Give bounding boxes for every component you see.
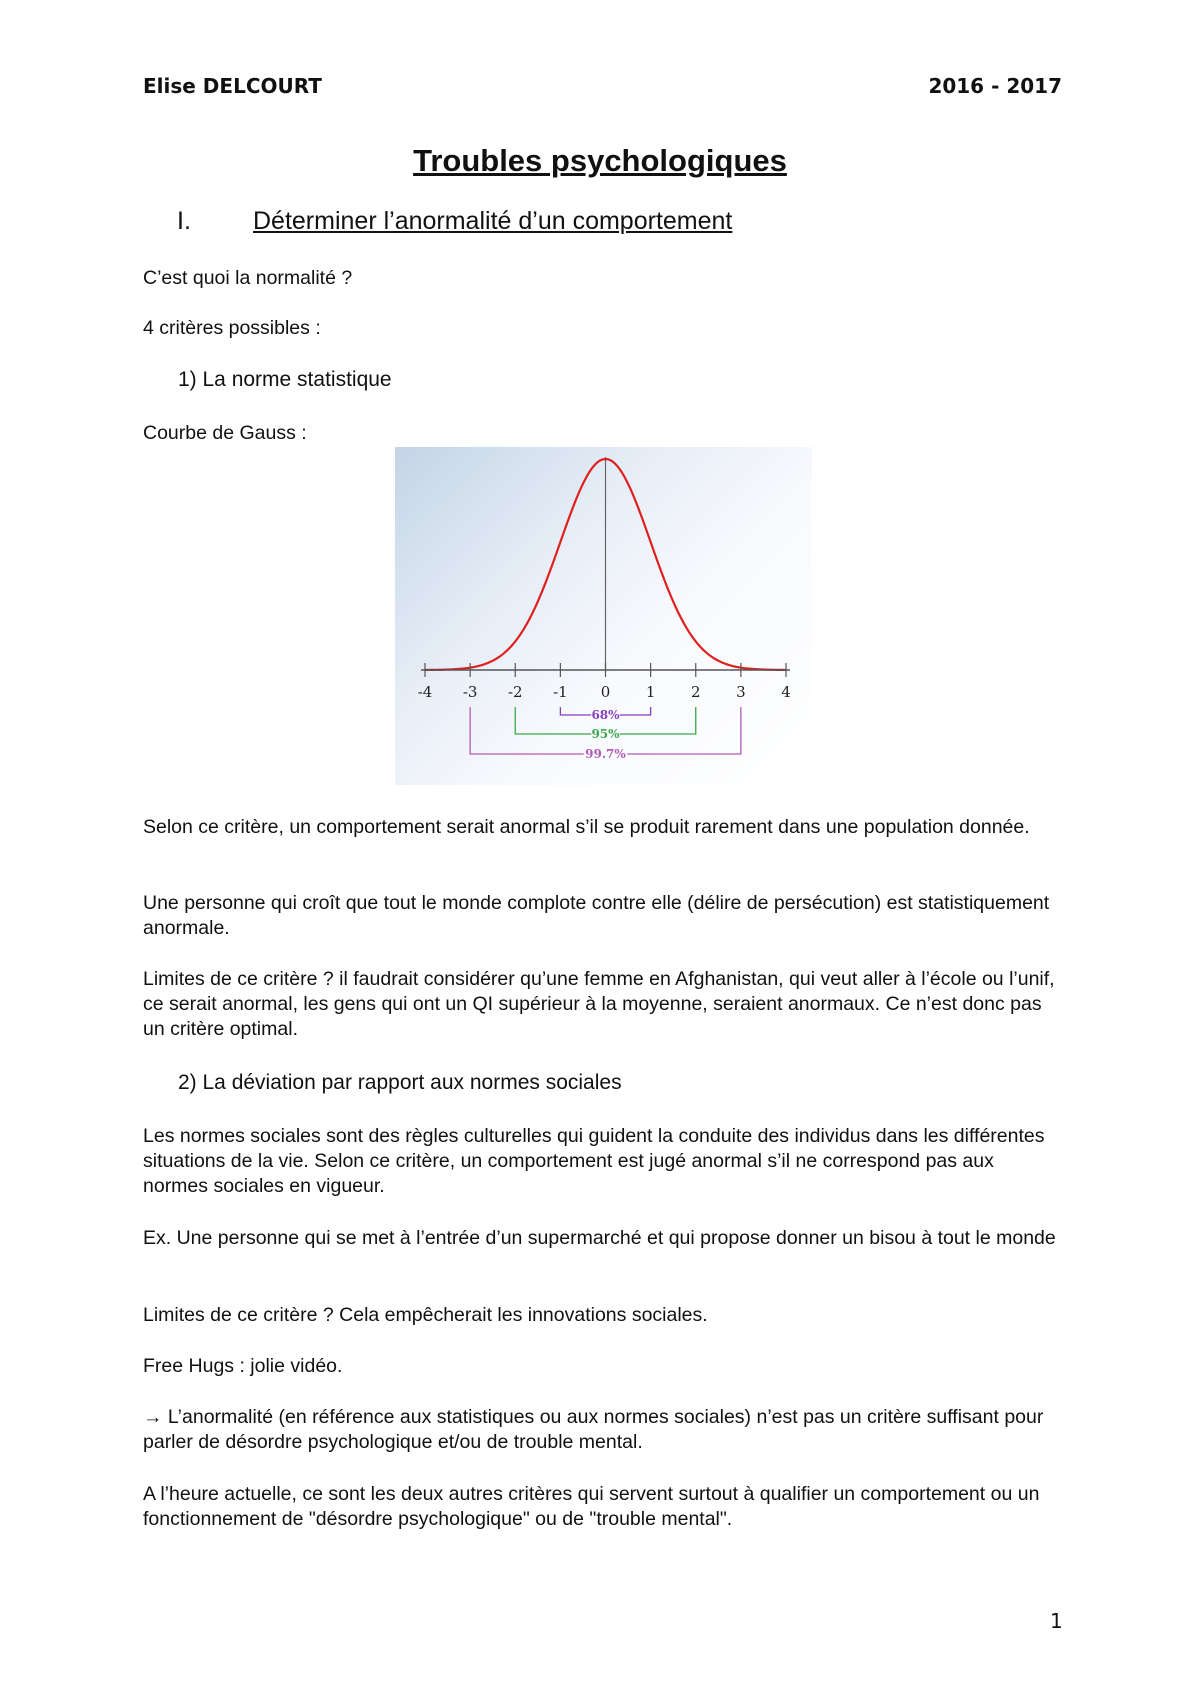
intro-criteria: 4 critères possibles : <box>143 317 321 339</box>
gauss-curve-figure <box>395 447 812 785</box>
sub2-paragraph-2: Ex. Une personne qui se met à l’entrée d’un supermarché et qui propose donner un bisou à tout le monde <box>143 1227 1056 1249</box>
section-title: Déterminer l’anormalité d’un comportement <box>253 207 733 235</box>
sub2-paragraph-6: A l’heure actuelle, ce sont les deux autres critères qui servent surtout à qualifier un comportement ou un fonctionnement de "désordre psychologique" ou de "trouble mental". <box>143 1483 1040 1530</box>
subheading-normes-sociales: 2) La déviation par rapport aux normes sociales <box>178 1071 622 1094</box>
section-heading <box>177 207 732 236</box>
interval-label: 99.7% <box>585 747 626 761</box>
intro-question: C’est quoi la normalité ? <box>143 267 353 289</box>
sub2-paragraph-3: Limites de ce critère ? Cela empêcherait les innovations sociales. <box>143 1304 708 1326</box>
section-number: I. <box>177 207 191 235</box>
x-tick-label: -2 <box>507 683 523 701</box>
gauss-chart <box>395 447 812 785</box>
x-tick-label: -1 <box>553 683 568 701</box>
interval-label: 68% <box>591 708 620 722</box>
header-author: Elise DELCOURT <box>143 74 322 98</box>
gauss-label: Courbe de Gauss : <box>143 422 307 444</box>
x-tick-label: 0 <box>600 683 611 701</box>
page-number: 1 <box>1050 1609 1063 1633</box>
interval-label: 95% <box>591 727 620 741</box>
x-tick-label: 1 <box>645 683 656 701</box>
subheading-norme-statistique: 1) La norme statistique <box>178 368 392 391</box>
sub2-paragraph-1: Les normes sociales sont des règles culturelles qui guident la conduite des individus dans les différentes situations de la vie. Selon ce critère, un comportement est jugé anormal s’il ne correspond pas aux normes sociales en vigueur. <box>143 1125 1045 1197</box>
x-tick-label: 2 <box>690 683 701 701</box>
sub1-paragraph-3: Limites de ce critère ? il faudrait considérer qu’une femme en Afghanistan, qui veut aller à l’école ou l’unif, ce serait anormal, les gens qui ont un QI supérieur à la moyenne, seraient anormaux. Ce n’est donc pas un critère optimal. <box>143 968 1055 1040</box>
document-title: Troubles psychologiques <box>413 143 787 178</box>
x-tick-label: 3 <box>736 683 746 701</box>
sub2-paragraph-4: Free Hugs : jolie vidéo. <box>143 1355 343 1377</box>
sub1-paragraph-2: Une personne qui croît que tout le monde complote contre elle (délire de persécution) est statistiquement anormale. <box>143 892 1050 939</box>
sub1-paragraph-1: Selon ce critère, un comportement serait anormal s’il se produit rarement dans une population donnée. <box>143 816 1030 838</box>
x-tick-label: 4 <box>781 683 791 701</box>
x-tick-label: -4 <box>417 683 433 701</box>
x-tick-label: -3 <box>462 683 478 701</box>
sub2-paragraph-5: → L’anormalité (en référence aux statistiques ou aux normes sociales) n’est pas un critère suffisant pour parler de désordre psychologique et/ou de trouble mental. <box>143 1406 1044 1453</box>
header-year: 2016 - 2017 <box>928 74 1062 98</box>
